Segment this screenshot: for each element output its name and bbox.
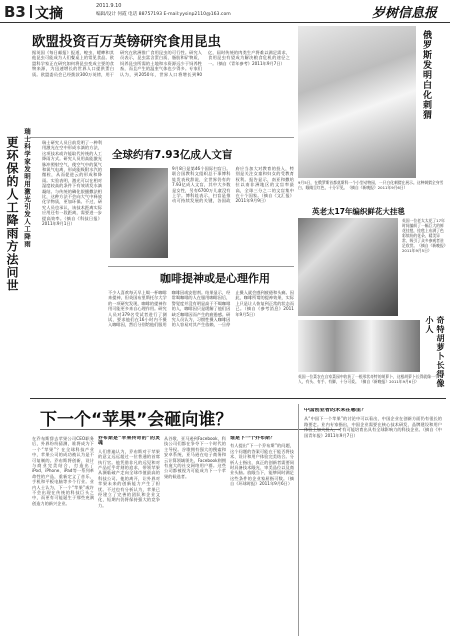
subheading: 乔布斯是“苹果传奇的”的灵魂 (98, 436, 160, 447)
sidebar-heading: 中国创业者的未来在哪里？ (304, 408, 367, 413)
col-divider (298, 404, 299, 636)
section-divider (30, 5, 32, 18)
article-text: 瑞士研究人员日前发明了一种利用激光在空中形成水滴的方法，这项技术或许能取代传统的人工降雨方式。研究人员用高能激光脉冲照射空气，使空气中的氮气和氧气电离，形成能吸附水汽的微粒，从而促进云的形成和降雨。实验表明，激光可以在相对湿度较高的条件下有效诱发水滴凝结。与传统的碘化银播撒法相比，这种方法不会向大气中释放化学物质，更加环保。不过，研究人员也承认，该技术距离实际应用还有一段距离，需要进一步提高效率。（摘自《科技日报》2011年9月1日） (42, 140, 102, 227)
photo-white-hedgehog (298, 26, 416, 178)
caption-extra (182, 374, 292, 390)
article-text: 据英国《每日邮报》报道，蝗虫、蟋蟀和其他昆虫可能成为人们餐桌上的常见食品。欧盟科学家正在研究如何将昆虫变成主要的食物来源，为迅速增长的世界人口提供蛋白质。欧盟委员会已经拨款300万英镑，用于研究在欧洲推广食用昆虫的可行性。研究人员表示，昆虫富含蛋白质、脂肪和矿物质，饲养昆虫所需的土地和水资源远少于饲养牲畜，而且产生的温室气体也少得多。专家们认为，到2050年，世界人口将增长到90亿，届时传统的肉类生产将难以满足需求，食用昆虫有望成为解决粮食危机的途径之一。（摘自《青年参考》2011年9月7日） (32, 50, 290, 77)
photo-tapestry (298, 218, 398, 316)
article-title-next-apple: 下一个“苹果”会砸向谁？ (40, 410, 233, 430)
header-rule (0, 22, 450, 23)
headline-white-hedgehog: 俄罗斯发明白化刺猬 (421, 30, 431, 120)
divider (30, 137, 294, 138)
headline-tapestry: 英老太17年编织鲜花大挂毯 (312, 207, 405, 216)
article-body-next-apple-col4 (230, 436, 294, 636)
article-text: 在乔布斯辞去苹果公司CEO职务后，外界纷纷猜测，谁将成为下一个“苹果”？在全球科技产业中，苹果公司的成功被认为是不可复制的。乔布斯将创新、设计与商业完美结合，打造出了iPod、iPhone、iPad等一系列革命性的产品，重新定义了音乐、手机和平板电脑等多个行业。业内人士认为，下一个“苹果”或许不会出现在传统的科技巨头之中，而更有可能诞生于那些充满创造力的新兴企业。 (32, 436, 94, 506)
headline-laser-rain: 更环保的人工降雨方法问世 (5, 136, 19, 292)
article-body-next-apple-col3 (164, 436, 226, 636)
masthead-logo: 岁树信息报 (372, 6, 438, 21)
article-body-laser-rain (42, 140, 102, 368)
caption-white-hedgehog (298, 180, 444, 202)
article-text: 从谷歌、亚马逊到Facebook，科技公司们都在争夺下一个时代的主导权。谷歌拥有强大的搜索和安卓系统，亚马逊在电子商务和云计算领域领先，Facebook则拥有庞大的社交网络用户群。这些公司都被视为可能成为下一个苹果的候选者。 (164, 436, 226, 479)
article-title-illiteracy: 全球约有7.93亿成人文盲 (112, 149, 233, 161)
caption-text: 英国一位老太太花了17年时间编织了一幅巨大的鲜花挂毯，挂毯上布满了色彩缤纷的花朵，精美异常，吸引了众多参观者驻足欣赏。（摘自《新晚报》2011年9月5日） (402, 218, 446, 253)
subheading: 谁是下一个乔布斯？ (230, 436, 276, 441)
article-body-coffee (108, 290, 294, 370)
caption-text: 英国一位菜农在自家菜园中收获了一根形状奇特的胡萝卜，这根胡萝卜长得就像一个小人，有头、有手、有脚，十分可爱。（摘自《新晚报》2011年9月6日） (298, 374, 443, 384)
article-body-illiteracy (172, 166, 294, 264)
article-title-eu-insects: 欧盟投资百万英镑研究食用昆虫 (32, 34, 221, 50)
article-body-eu-insects (32, 50, 290, 130)
section-name: 文摘 (35, 6, 63, 22)
section-rule (30, 398, 446, 399)
editor-line: 编辑/设计 何霞 电话 88757193 E-mail:yysinp2110@163.com (96, 12, 231, 17)
article-text: 有人提出“下一个乔布斯”的问题，这个问题的答案可能在于能否将技术、设计和用户体验完美结合。分析人士指出，真正的创新者需要同时具备技术眼光、审美品位以及商业头脑。放眼当下，能够同时满足这些条件的企业家屈指可数。（摘自《环球时报》2011年9月6日） (230, 443, 294, 487)
caption-text: 9月5日，在俄罗斯首都莫斯科一个小型动物园，一只白化刺猬在展示。这种刺猬全身雪白，眼睛呈红色，十分罕见。（摘自《新晚报》2011年9月6日） (298, 180, 444, 190)
issue-date: 2011.9.10 (96, 3, 122, 9)
page-header (0, 0, 450, 22)
article-body-next-apple-col2 (98, 436, 160, 636)
photo-carrot (298, 320, 420, 372)
photo-illiteracy (110, 168, 168, 258)
article-body-next-apple-sidebar (304, 408, 442, 636)
caption-carrot (298, 374, 444, 390)
article-title-coffee: 咖啡提神或是心理作用 (160, 272, 270, 285)
article-text: 从“中国下一个苹果”的讨论中可以看出，中国企业在创新方面仍有很长的路要走。业内专家指出，中国企业需要在核心技术研发、品牌建设和用户体验上加大投入，才有可能培育出具有全球影响力的科技企业。（摘自《中国青年报》2011年9月7日） (304, 416, 442, 438)
title-underline (40, 429, 340, 430)
article-body-next-apple-col1 (32, 436, 94, 636)
article-text: 人们普遍认为，乔布斯对于苹果的意义远远超过一位普通的首席执行官。他凭借非凡的远见和对产品近乎苛刻的追求，带领苹果从濒临破产走向全球市值最高的科技公司。他的离开，让外界对苹果未来的创新能力产生了担忧。不过也有分析认为，苹果已经建立了完善的团队和企业文化，短期内仍将保持强大的竞争力。 (98, 448, 160, 508)
subhead-laser-rain: 瑞士科学家发明用激光引发人工降雨 (23, 128, 31, 248)
article-text: 9月8日是第46个国际扫盲日。联合国教科文组织总干事博科娃发表致辞说，全世界仍有约7.93亿成人文盲，其中大多数是女性，另有6700万儿童没有上学。博科娃表示，扫盲是推动可持续发展的关键，各国政府应当加大对教育的投入，特别是关注女童和妇女的受教育权利。报告显示，南亚和撒哈拉以南非洲地区的文盲率最高，全球三分之二的文盲集中在十个国家。（摘自《文汇报》2011年9月9日） (172, 166, 294, 204)
article-text: 不少人喜欢每天早上喝一杯咖啡来提神，但英国布里斯托尔大学的一项研究发现，咖啡的提神作用可能更多来自心理作用。研究人员对379名受试者进行了测试，要求他们在16小时内不摄入咖啡因，然后分别给他们服用咖啡因或安慰剂。结果显示，经常喝咖啡的人在服用咖啡因后，警觉度并没有明显高于不喝咖啡的人，咖啡因只是缓解了他们因缺乏咖啡因而产生的疲倦感。研究人员认为，习惯性摄入咖啡因的人容易对其产生依赖，一旦停止摄入就会感到疲倦和头痛。因此，咖啡所谓的提神效果，实际上只是让人恢复到正常的状态而已。（摘自《参考消息》2011年9月5日） (108, 290, 294, 328)
caption-tapestry (402, 218, 446, 318)
page-number: B3 (4, 3, 26, 21)
divider (108, 266, 294, 267)
headline-carrot: 奇特胡萝卜长得像小人 (425, 316, 445, 388)
